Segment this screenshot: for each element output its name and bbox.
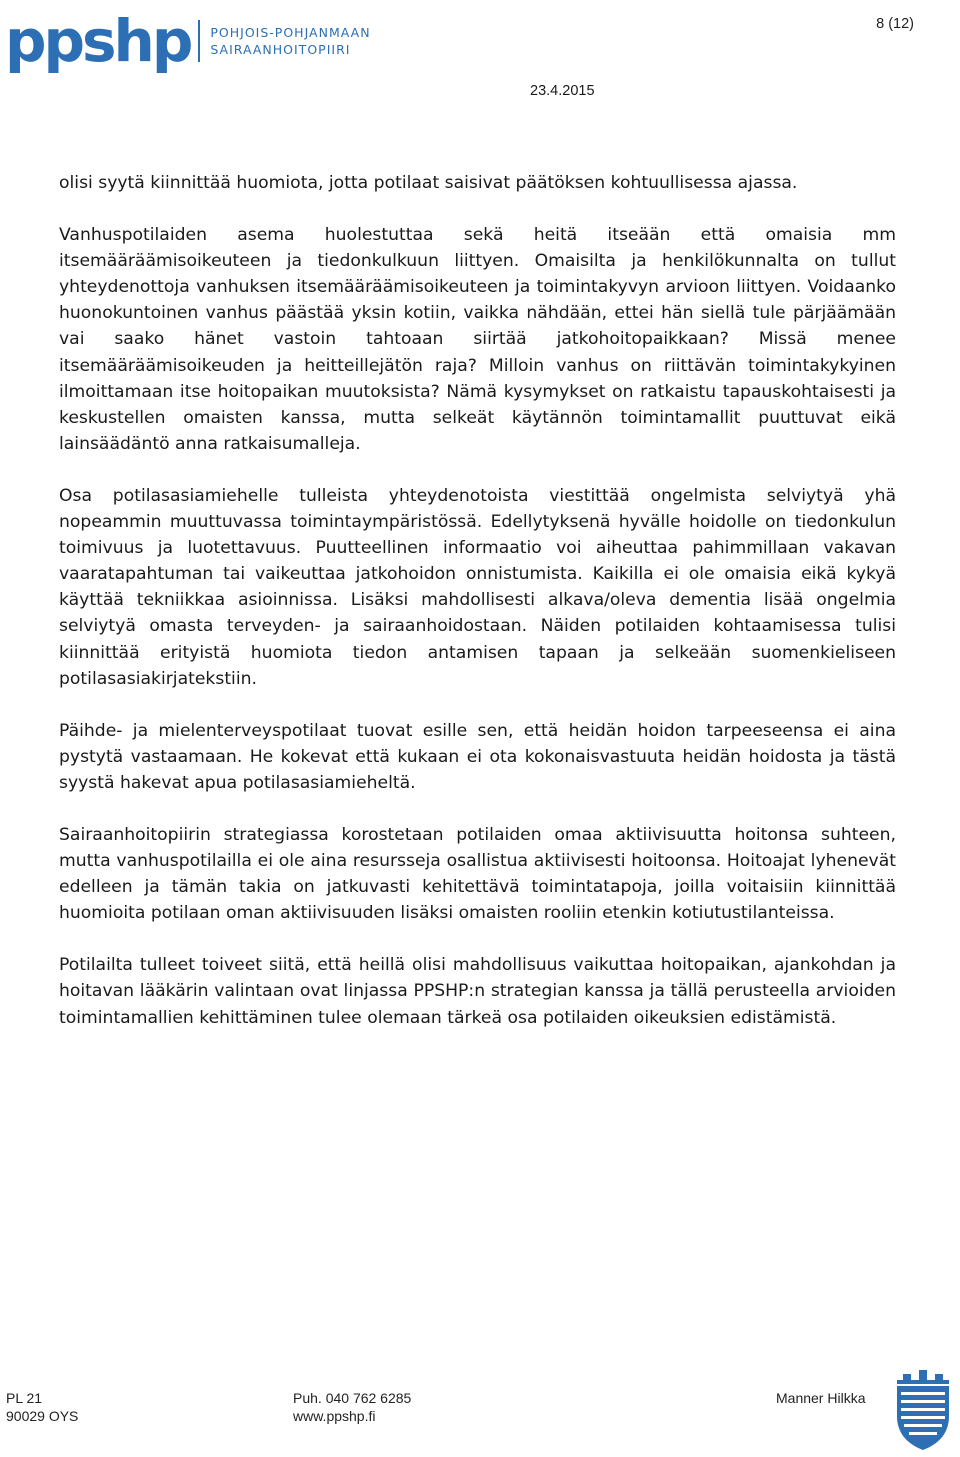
footer-contact: [293, 1389, 411, 1425]
page-number: 8 (12): [876, 16, 914, 32]
footer-author: [776, 1389, 865, 1407]
ppshp-logo: [5, 6, 371, 76]
footer-website: www.ppshp.fi: [293, 1408, 376, 1424]
document-body: [59, 170, 896, 1057]
logo-divider: [198, 20, 200, 62]
paragraph: Potilailta tulleet toiveet siitä, että heillä olisi mahdollisuus vaikuttaa hoitopaikan, ajankohdan ja hoitavan lääkärin valintaan ovat linjassa PPSHP:n strategian kanssa ja tällä perusteella arvioiden toimintamallien kehittäminen tulee olemaan tärkeä osa potilaiden oikeuksien edistämistä.: [59, 955, 896, 1028]
crest-icon: [893, 1366, 953, 1452]
footer-address-line-1: PL 21: [6, 1390, 43, 1406]
org-line-2: SAIRAANHOITOPIIRI: [210, 42, 351, 57]
paragraph: Päihde- ja mielenterveyspotilaat tuovat esille sen, että heidän hoidon tarpeeseensa ei aina pystytä vastaamaan. He kokevat että kukaan ei ota kokonaisvastuuta heidän hoidosta ja tästä syystä hakevat apua potilasasiamieheltä.: [59, 720, 896, 793]
paragraph: Vanhuspotilaiden asema huolestuttaa sekä heitä itseään että omaisia mm itsemääräämisoikeuteen ja tiedonkulkuun liittyen. Omaisilta ja henkilökunnalta on tullut yhteydenottoja vanhuksen itsemääräämisoikeuteen ja toimintakyvyn arvioon liittyen. Voidaanko huonokuntoinen vanhus päästää yksin kotiin, vaikka nähdään, ettei hän siellä tule pärjäämään vai saako hänet vastoin tahtoaan siirtää jatkohoitopaikkaan? Missä menee itsemääräämisoikeuden ja heitteillejätön raja? Milloin vanhus on riittävän toimintakykyinen ilmoittamaan itse hoitopaikan muutoksista? Nämä kysymykset on ratkaistu tapauskohtaisesti ja keskustellen omaisten kanssa, mutta selkeät käytännön toimintamallit puuttuvat eikä lainsäädäntö anna ratkaisumalleja.: [59, 225, 896, 454]
logo-organization: [210, 24, 370, 58]
document-date: 23.4.2015: [530, 83, 595, 99]
logo-wordmark: ppshp: [5, 7, 191, 75]
paragraph: olisi syytä kiinnittää huomiota, jotta potilaat saisivat päätöksen kohtuullisessa ajassa.: [59, 173, 798, 193]
footer-address: [6, 1389, 78, 1425]
footer-address-line-2: 90029 OYS: [6, 1408, 79, 1424]
org-line-1: POHJOIS-POHJANMAAN: [210, 25, 371, 40]
footer-phone: Puh. 040 762 6285: [293, 1390, 412, 1406]
footer-author-name: Manner Hilkka: [776, 1390, 866, 1406]
paragraph: Sairaanhoitopiirin strategiassa korostetaan potilaiden omaa aktiivisuutta hoitonsa suhteen, mutta vanhuspotilailla ei ole aina resursseja osallistua aktiivisesti hoitoonsa. Hoitoajat lyhenevät edelleen ja tämän takia on jatkuvasti kehitettävä toimintatapoja, joilla voitaisiin kiinnittää huomioita potilaan oman aktiivisuuden lisäksi omaisten rooliin etenkin kotiutustilanteissa.: [59, 824, 896, 924]
paragraph: Osa potilasasiamiehelle tulleista yhteydenotoista viestittää ongelmista selviytyä yhä nopeammin muuttuvassa toimintaympäristössä. Edellytyksenä hyvälle hoidolle on tiedonkulun toimivuus ja luotettavuus. Puutteellinen informaatio voi aiheuttaa pahimmillaan vakavan vaaratapahtuman tai vaikeuttaa jatkohoidon onnistumista. Kaikilla ei ole omaisia eikä kykyä käyttää tekniikkaa asioinnissa. Lisäksi mahdollisesti alkava/oleva dementia lisää ongelmia selviytyä omasta terveyden- ja sairaanhoidostaan. Näiden potilaiden kohtaamisessa tulisi kiinnittää erityistä huomiota tiedon antamisen tapaan ja selkeään suomenkieliseen potilasasiakirjatekstiin.: [59, 485, 896, 689]
